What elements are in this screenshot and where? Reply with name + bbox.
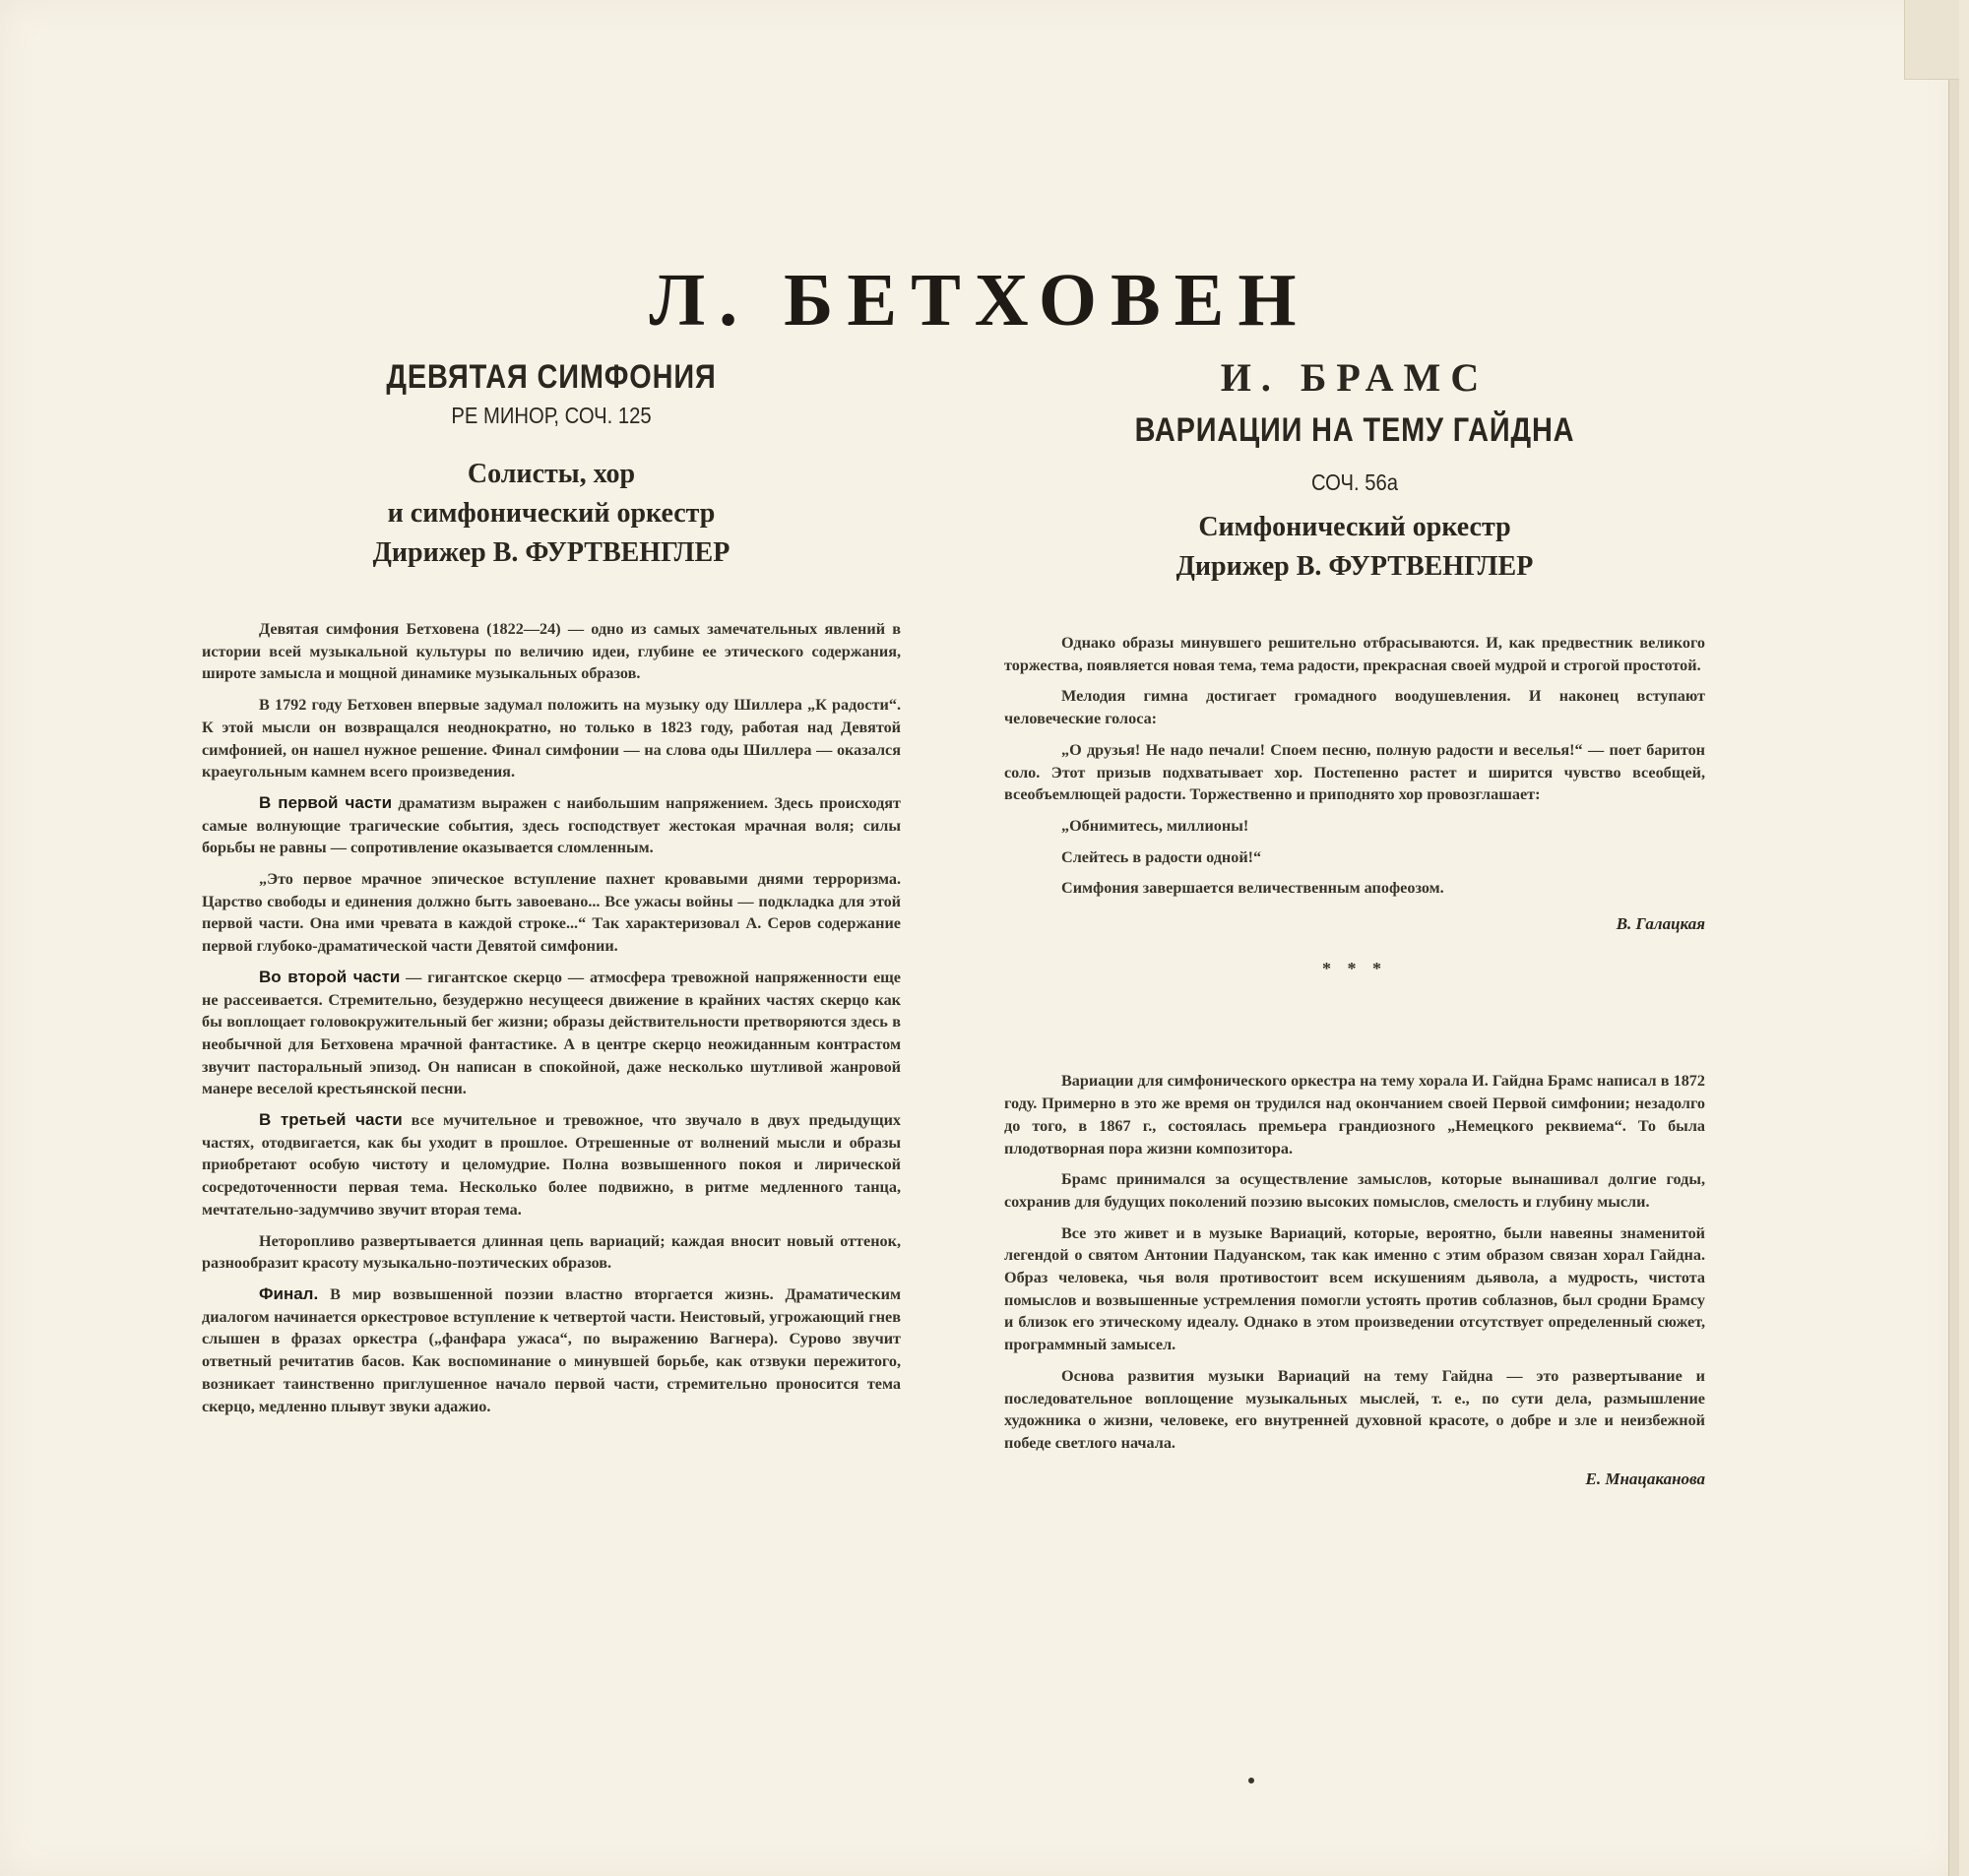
left-conductor: Дирижер В. ФУРТВЕНГЛЕР xyxy=(372,537,730,568)
section-divider-stars: * * * xyxy=(1322,958,1387,978)
paragraph: Основа развития музыки Вариаций на тему Гайдна — это развертывание и последовательное воплощение музыкальных мыслей, т. е., по сути дела, размышление художника о жизни, человеке, его внутренней духовной красоте, о добре и зле и неизбежной победе светлого начала. xyxy=(1004,1366,1705,1452)
main-title: Л. БЕТХОВЕН xyxy=(649,259,1310,342)
paragraph: В 1792 году Бетховен впервые задумал положить на музыку оду Шиллера „К радости“. К этой мысли он возвращался неоднократно, но только в 1823 году, работая над Девятой симфонией, он нашел нужное решение. Финал симфонии — на слова оды Шиллера — оказался краеугольным камнем всего произведения. xyxy=(202,696,901,782)
signature-galatskaya: В. Галацкая xyxy=(1616,914,1705,934)
left-performer-2: и симфонический оркестр xyxy=(387,498,716,529)
paragraph: Симфония завершается величественным апофеозом. xyxy=(1061,879,1444,898)
right-work-title: ВАРИАЦИИ НА ТЕМУ ГАЙДНА xyxy=(1134,411,1575,449)
right-body-a xyxy=(1004,632,1705,979)
right-performer: Симфонический оркестр xyxy=(1198,512,1511,542)
left-column xyxy=(202,356,901,1426)
paragraph: Вариации для симфонического оркестра на тему хорала И. Гайдна Брамс написал в 1872 году. Примерно в это же время он трудился над окончанием своей Первой симфонии; незадолго до того, в 1867 г., состоялась премьера грандиозного „Немецкого реквиема“. То была плодотворная пора жизни композитора. xyxy=(1004,1072,1705,1157)
paragraph: Однако образы минувшего решительно отбрасываются. И, как предвестник великого торжества, появляется новая тема, тема радости, прекрасная своей мудрой и строгой простотой. xyxy=(1004,634,1705,674)
right-body-b xyxy=(1004,1070,1705,1490)
paragraph: Слейтесь в радости одной!“ xyxy=(1061,847,1262,866)
paragraph: Мелодия гимна достигает громадного воодушевления. И наконец вступают человеческие голоса: xyxy=(1004,687,1705,728)
right-opus: СОЧ. 56а xyxy=(1311,469,1398,495)
paragraph-third-movement: В третьей части все мучительное и тревожное, что звучало в двух предыдущих частях, отодвигается, как бы уходит в прошлое. Отрешенные от волнений мысли и образы приобретают особую чистоту и целомудрие. Полна возвышенного покоя и лирической сосредоточенности первая тема. Несколько более подвижно, в ритме медленного танца, мечтательно-задумчиво звучит вторая тема. xyxy=(202,1110,901,1219)
right-header xyxy=(1004,356,1705,587)
paragraph-finale: Финал. В мир возвышенной поэзии властно вторгается жизнь. Драматическим диалогом начинается оркестровое вступление к четвертой части. Неистовый, угрожающий гнев слышен в фразах оркестра („фанфара ужаса“, по выражению Вагнера). Сурово звучит ответный речитатив басов. Как воспоминание о минувшей борьбе, как отзвуки пережитого, возникает таинственно приглушенное начало первой части, стремительно проносится тема скерцо, медленно плывут звуки адажио. xyxy=(202,1283,901,1415)
sheet-edge-top xyxy=(1904,0,1959,80)
sheet-edge xyxy=(1948,79,1959,1876)
paragraph-serov-quote: „Это первое мрачное эпическое вступление пахнет кровавыми днями терроризма. Царство свободы и единения должно быть завоевано... Все ужасы войны — подкладка для этой первой части. Она ими чревата в каждой строке...“ Так характеризовал А. Серов содержание первой глубоко-драматической части Девятой симфонии. xyxy=(202,870,901,956)
signature-mnatsakanova: Е. Мнацаканова xyxy=(1585,1469,1705,1488)
paragraph: Девятая симфония Бетховена (1822—24) — одно из самых замечательных явлений в истории всей музыкальной культуры по величию идеи, глубине ее этического содержания, широте замысла и мощной динамике музыкальных образов. xyxy=(202,620,901,683)
paragraph: „О друзья! Не надо печали! Споем песню, полную радости и веселья!“ — поет баритон соло. Этот призыв подхватывает хор. Постепенно растет и ширится чувство всеобщей, всеобъемлющей радости. Торжественно и приподнято хор провозглашает: xyxy=(1004,740,1705,804)
left-header xyxy=(202,356,901,573)
right-composer: И. БРАМС xyxy=(1220,355,1490,400)
left-body xyxy=(202,618,901,1417)
paragraph: Брамс принимался за осуществление замыслов, которые вынашивал долгие годы, сохранив для будущих поколений поэзию высоких помыслов, смелость и глубину мысли. xyxy=(1004,1170,1705,1211)
paragraph-first-movement: В первой части драматизм выражен с наибольшим напряжением. Здесь происходят самые волнующие трагические события, здесь господствует жестокая мрачная воля; силы борьбы не равны — сопротивление оказывается сломленным. xyxy=(202,792,901,857)
left-work-title: ДЕВЯТАЯ СИМФОНИЯ xyxy=(386,358,717,396)
paragraph-second-movement: Во второй части — гигантское скерцо — атмосфера тревожной напряженности еще не рассеивается. Стремительно, безудержно несущееся движение в крайних частях скерцо как бы воплощает головокружительный бег жизни; образы действительности претворяются здесь в необычной для Бетховена мрачной фантастике. А в центре скерцо неожиданным контрастом звучит пасторальный эпизод. Он написан в спокойной, даже несколько шутливой жанровой манере веселой крестьянской песни. xyxy=(202,967,901,1098)
right-column xyxy=(1004,356,1705,1490)
paragraph: Все это живет и в музыке Вариаций, которые, вероятно, были навеяны знаменитой легендой о святом Антонии Падуанском, так как именно с этим образом связан хорал Гайдна. Образ человека, чья воля противостоит всем искушениям дьявола, а мудрость, чистота помыслов и возвышенные устремления помогли устоять против соблазнов, был сродни Брамсу и близок его этическому идеалу. Однако в этом произведении отсутствует определенный сюжет, программный замысел. xyxy=(1004,1223,1705,1354)
page-mark xyxy=(1248,1778,1254,1783)
left-performer-1: Солисты, хор xyxy=(467,459,636,489)
paragraph: Неторопливо развертывается длинная цепь вариаций; каждая вносит новый оттенок, разнообразит красоту музыкально-поэтических образов. xyxy=(202,1231,901,1273)
left-opus: РЕ МИНОР, СОЧ. 125 xyxy=(451,403,652,428)
paragraph: „Обнимитесь, миллионы! xyxy=(1061,816,1249,835)
right-conductor: Дирижер В. ФУРТВЕНГЛЕР xyxy=(1175,551,1534,582)
